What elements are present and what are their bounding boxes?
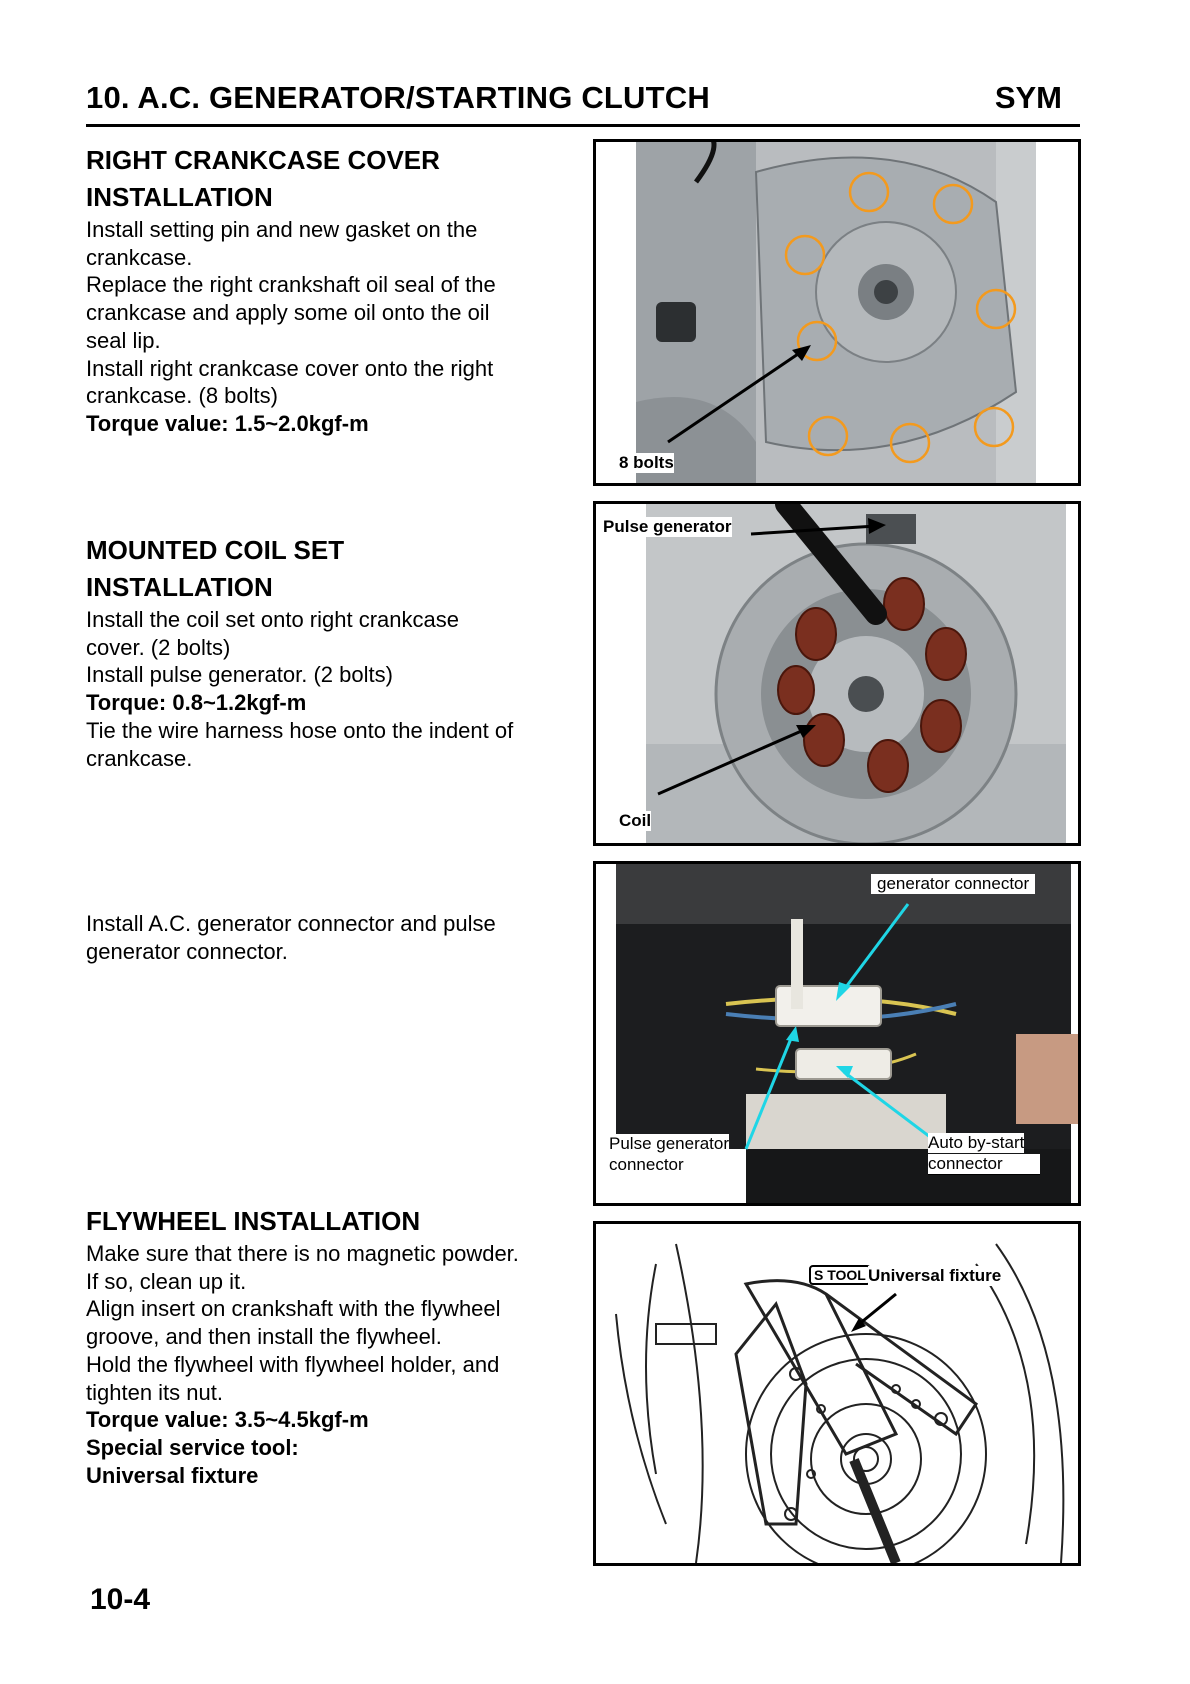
instruction-line: Install A.C. generator connector and pulse — [86, 911, 496, 936]
section-title: MOUNTED COIL SET — [86, 535, 345, 565]
instruction-line: Install pulse generator. (2 bolts) — [86, 662, 393, 688]
figure-crankcase-cover — [593, 139, 1081, 486]
pulse-generator-connector-label-1: Pulse generator — [609, 1134, 730, 1153]
figure-coil-set — [593, 501, 1081, 846]
special-tool-label: Special service tool: — [86, 1434, 299, 1460]
figure-connectors — [593, 861, 1081, 1206]
section-title: INSTALLATION — [86, 182, 273, 212]
special-tool-badge: S TOOL — [809, 1265, 871, 1285]
instruction-line: tighten its nut. — [86, 1379, 223, 1405]
instruction-line: groove, and then install the flywheel. — [86, 1324, 442, 1350]
coil-label: Coil — [619, 811, 652, 830]
instruction-line: crankcase. — [86, 244, 193, 270]
chapter-title: 10. A.C. GENERATOR/STARTING CLUTCH — [86, 80, 710, 115]
auto-by-start-connector-label-1: Auto by-start — [928, 1133, 1025, 1152]
instruction-line: cover. (2 bolts) — [86, 634, 231, 660]
instruction-line: Install setting pin and new gasket on the — [86, 217, 478, 242]
universal-fixture-label: Universal fixture — [868, 1266, 1002, 1285]
instruction-line: crankcase. (8 bolts) — [86, 383, 278, 409]
section-title: RIGHT CRANKCASE COVER — [86, 145, 440, 175]
instruction-line: Install right crankcase cover onto the right — [86, 355, 494, 381]
instruction-line: Install the coil set onto right crankcase — [86, 607, 459, 632]
instruction-line: Make sure that there is no magnetic powder. — [86, 1241, 519, 1266]
torque-spec: Torque: 0.8~1.2kgf-m — [86, 690, 307, 716]
torque-spec: Torque value: 1.5~2.0kgf-m — [86, 410, 369, 436]
instruction-line: Hold the flywheel with flywheel holder, and — [86, 1351, 500, 1377]
section-connectors — [86, 910, 566, 965]
section-title: FLYWHEEL INSTALLATION — [86, 1206, 421, 1236]
pulse-generator-connector-label-2: connector — [609, 1155, 684, 1174]
special-tool-name: Universal fixture — [86, 1462, 259, 1488]
crankcase-cover-photo — [596, 142, 1078, 483]
brand-logo-text: SYM — [994, 80, 1062, 115]
instruction-line: generator connector. — [86, 938, 288, 964]
generator-connector-label: generator connector — [871, 874, 1035, 894]
instruction-line: If so, clean up it. — [86, 1268, 247, 1294]
pulse-generator-label: Pulse generator — [603, 517, 732, 536]
instruction-line: Align insert on crankshaft with the flywheel — [86, 1296, 501, 1322]
section-coil-set — [86, 532, 566, 772]
section-flywheel — [86, 1203, 566, 1489]
page-header — [86, 78, 1080, 127]
instruction-line: crankcase and apply some oil onto the oil — [86, 300, 490, 326]
figure-flywheel — [593, 1221, 1081, 1566]
auto-by-start-connector-label-2: connector — [928, 1154, 1040, 1175]
coil-set-photo — [596, 504, 1078, 843]
instruction-line: Replace the right crankshaft oil seal of the — [86, 272, 496, 298]
instruction-line: crankcase. — [86, 745, 193, 771]
section-title: INSTALLATION — [86, 572, 273, 602]
bolts-label: 8 bolts — [619, 453, 674, 472]
instruction-line: Tie the wire harness hose onto the indent of — [86, 717, 514, 743]
section-right-crankcase-cover — [86, 142, 566, 438]
torque-spec: Torque value: 3.5~4.5kgf-m — [86, 1407, 369, 1433]
page-number: 10-4 — [90, 1583, 151, 1616]
instruction-line: seal lip. — [86, 327, 161, 353]
